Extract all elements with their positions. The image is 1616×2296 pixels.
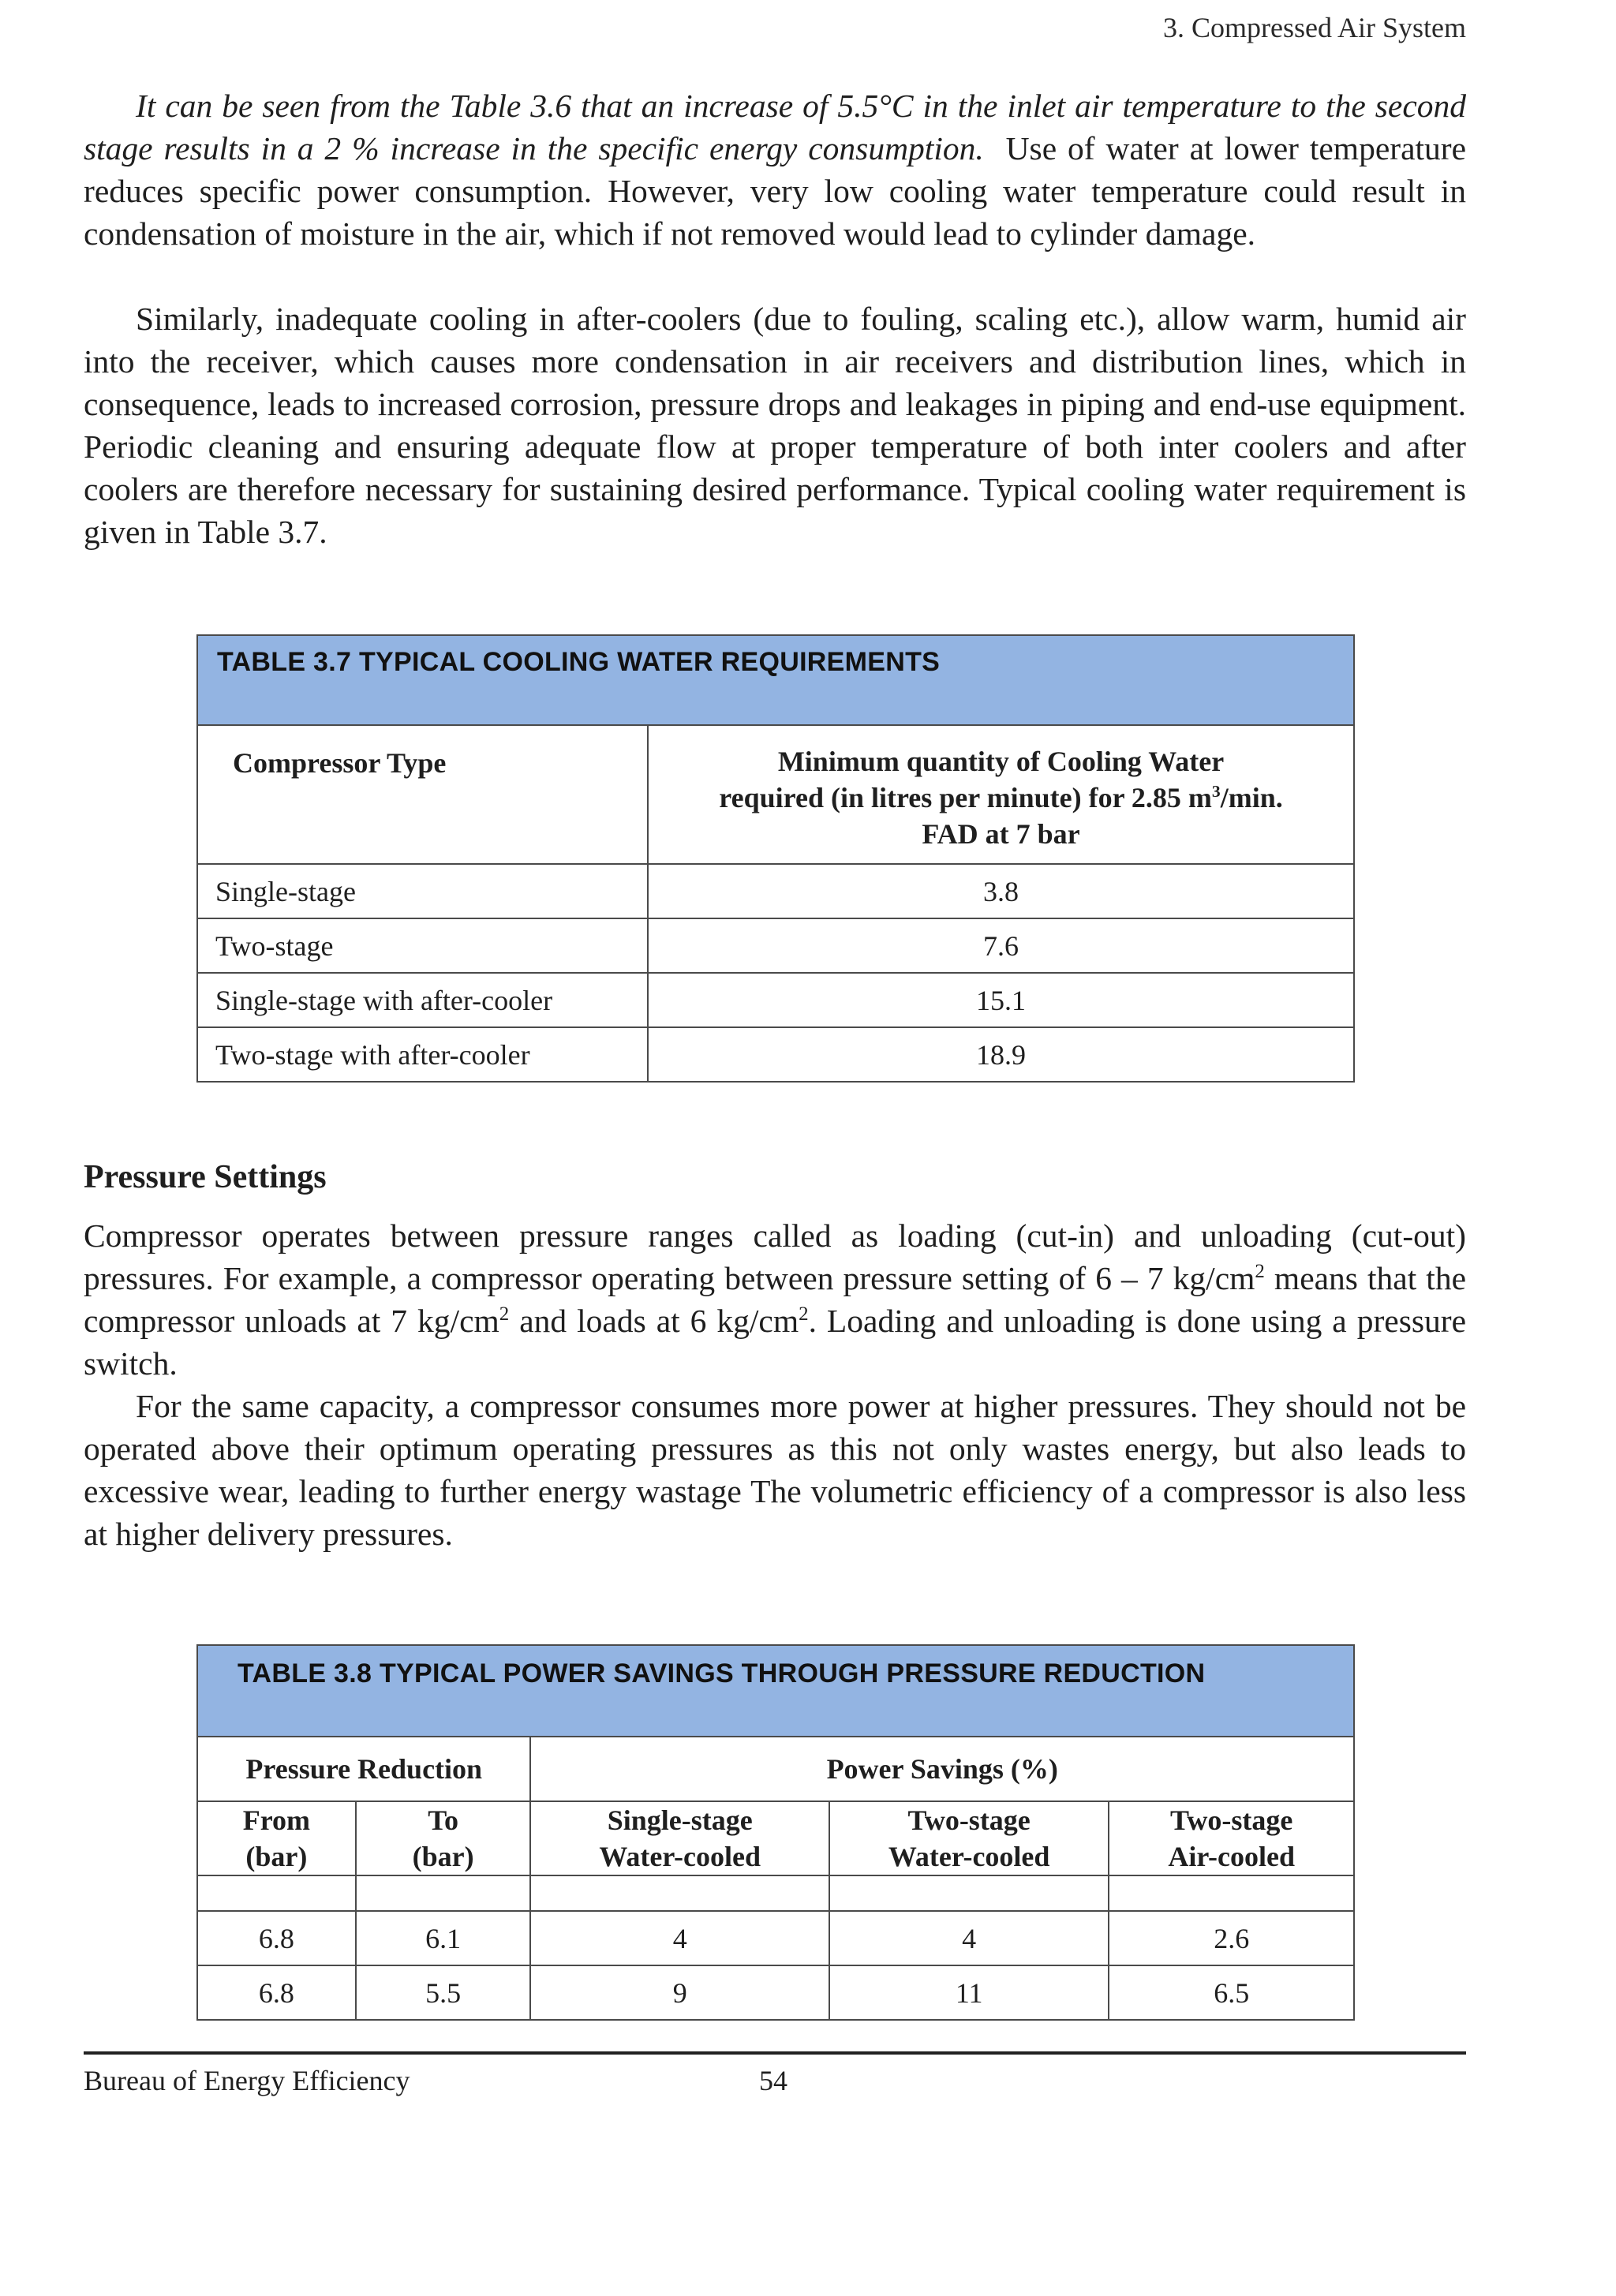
two-air-cell: 2.6 [1109,1911,1354,1965]
from-cell: 6.8 [197,1965,356,2020]
header-line: Water-cooled [888,1841,1050,1872]
table-3-8 [196,1644,1355,2021]
col-header-from [197,1801,356,1875]
table-3-7 [196,634,1355,1083]
group-header-pressure-reduction: Pressure Reduction [197,1737,530,1801]
footer-publisher: Bureau of Energy Efficiency [84,2065,410,2096]
cooling-water-cell: 15.1 [648,973,1354,1027]
group-header-power-savings: Power Savings (%) [530,1737,1354,1801]
header-line-3: FAD at 7 bar [922,818,1080,850]
from-cell: 6.8 [197,1911,356,1965]
blank-row [197,1875,1354,1911]
section-heading-pressure-settings: Pressure Settings [84,1159,327,1195]
single-water-cell: 9 [530,1965,829,2020]
italic-statement: It can be seen from the Table 3.6 that an increase of 5.5°C in the inlet air temperature to the second stage results in a 2 % increase in the specific energy consumption. [84,88,1466,166]
paragraph-after-coolers-text: Similarly, inadequate cooling in after-coolers (due to fouling, scaling etc.), allow warm, humid air into the receiver, which causes more condensation in air receivers and distribution lines, which in consequence, leads to increased corrosion, pressure drops and leakages in piping and end-use equipment. Periodic cleaning and ensuring adequate flow at proper temperature of both inter coolers and after coolers are therefore necessary for sustaining desired performance. Typical cooling water requirement is given in Table 3.7. [84,301,1466,550]
paragraph-intro-rest: Use of water at lower temperature reduces specific power consumption. However, very low cooling water temperature could result in condensation of moisture in the air, which if not removed would lead to cylinder damage. [84,130,1467,252]
compressor-type-cell: Single-stage [197,864,648,918]
col-header-two-stage-air [1109,1801,1354,1875]
to-cell: 5.5 [356,1965,531,2020]
table-row [197,1965,1354,2020]
paragraph-after-coolers [84,297,1466,553]
paragraph-higher-pressures [84,1385,1466,1555]
superscript: 2 [799,1303,809,1326]
table-3-8-title: TABLE 3.8 TYPICAL POWER SAVINGS THROUGH PRESSURE REDUCTION [197,1645,1354,1737]
header-line: To [428,1804,458,1836]
two-water-cell: 4 [829,1911,1109,1965]
header-line: From [242,1804,311,1836]
text-run: and loads at 6 kg/cm [509,1303,799,1339]
text-run: means that the compressor unloads at 7 kg/cm [84,1260,1466,1339]
to-cell: 6.1 [356,1911,531,1965]
header-line: Two-stage [907,1804,1031,1836]
header-line: Air-cooled [1168,1841,1295,1872]
superscript: 2 [1255,1261,1265,1283]
table-3-7-title: TABLE 3.7 TYPICAL COOLING WATER REQUIREMENTS [197,635,1354,725]
paragraph-higher-pressures-text: For the same capacity, a compressor consumes more power at higher pressures. They should not be operated above their optimum operating pressures as this not only wastes energy, but also leads to excessive wear, leading to further energy wastage The volumetric efficiency of a compressor is also less at higher delivery pressures. [84,1388,1466,1552]
table-row [197,918,1354,973]
paragraph-pressure-ranges [84,1214,1466,1385]
table-row [197,864,1354,918]
col-header-two-stage-water [829,1801,1109,1875]
running-head: 3. Compressed Air System [1163,12,1466,43]
table-row [197,1027,1354,1082]
compressor-type-cell: Single-stage with after-cooler [197,973,648,1027]
superscript: 2 [499,1303,510,1326]
header-line-2: required (in litres per minute) for 2.85 m [719,782,1212,813]
cooling-water-cell: 18.9 [648,1027,1354,1082]
single-water-cell: 4 [530,1911,829,1965]
header-superscript: 3 [1211,782,1221,801]
table-3-7-col-compressor-type: Compressor Type [197,725,648,864]
table-row [197,1911,1354,1965]
header-line: Two-stage [1170,1804,1293,1836]
compressor-type-cell: Two-stage [197,918,648,973]
header-line: (bar) [245,1841,308,1872]
cooling-water-cell: 3.8 [648,864,1354,918]
header-line: Single-stage [607,1804,753,1836]
header-line: Water-cooled [599,1841,761,1872]
cooling-water-cell: 7.6 [648,918,1354,973]
col-header-single-stage-water [530,1801,829,1875]
text-run: Compressor operates between pressure ranges called as loading (cut-in) and unloading (cut-out) pressures. For example, a compressor operating between pressure setting of 6 – 7 kg/cm [84,1217,1466,1296]
two-air-cell: 6.5 [1109,1965,1354,2020]
footer-rule [84,2051,1466,2055]
header-line: (bar) [412,1841,474,1872]
header-line-2-end: /min. [1220,782,1283,813]
two-water-cell: 11 [829,1965,1109,2020]
col-header-to [356,1801,531,1875]
page-number: 54 [759,2065,787,2096]
header-line-1: Minimum quantity of Cooling Water [777,746,1225,777]
compressor-type-cell: Two-stage with after-cooler [197,1027,648,1082]
table-row [197,973,1354,1027]
table-3-7-col-min-quantity [648,725,1354,864]
text-run: . Loading and unloading is done using a pressure switch. [84,1303,1466,1382]
paragraph-intro [84,84,1466,255]
